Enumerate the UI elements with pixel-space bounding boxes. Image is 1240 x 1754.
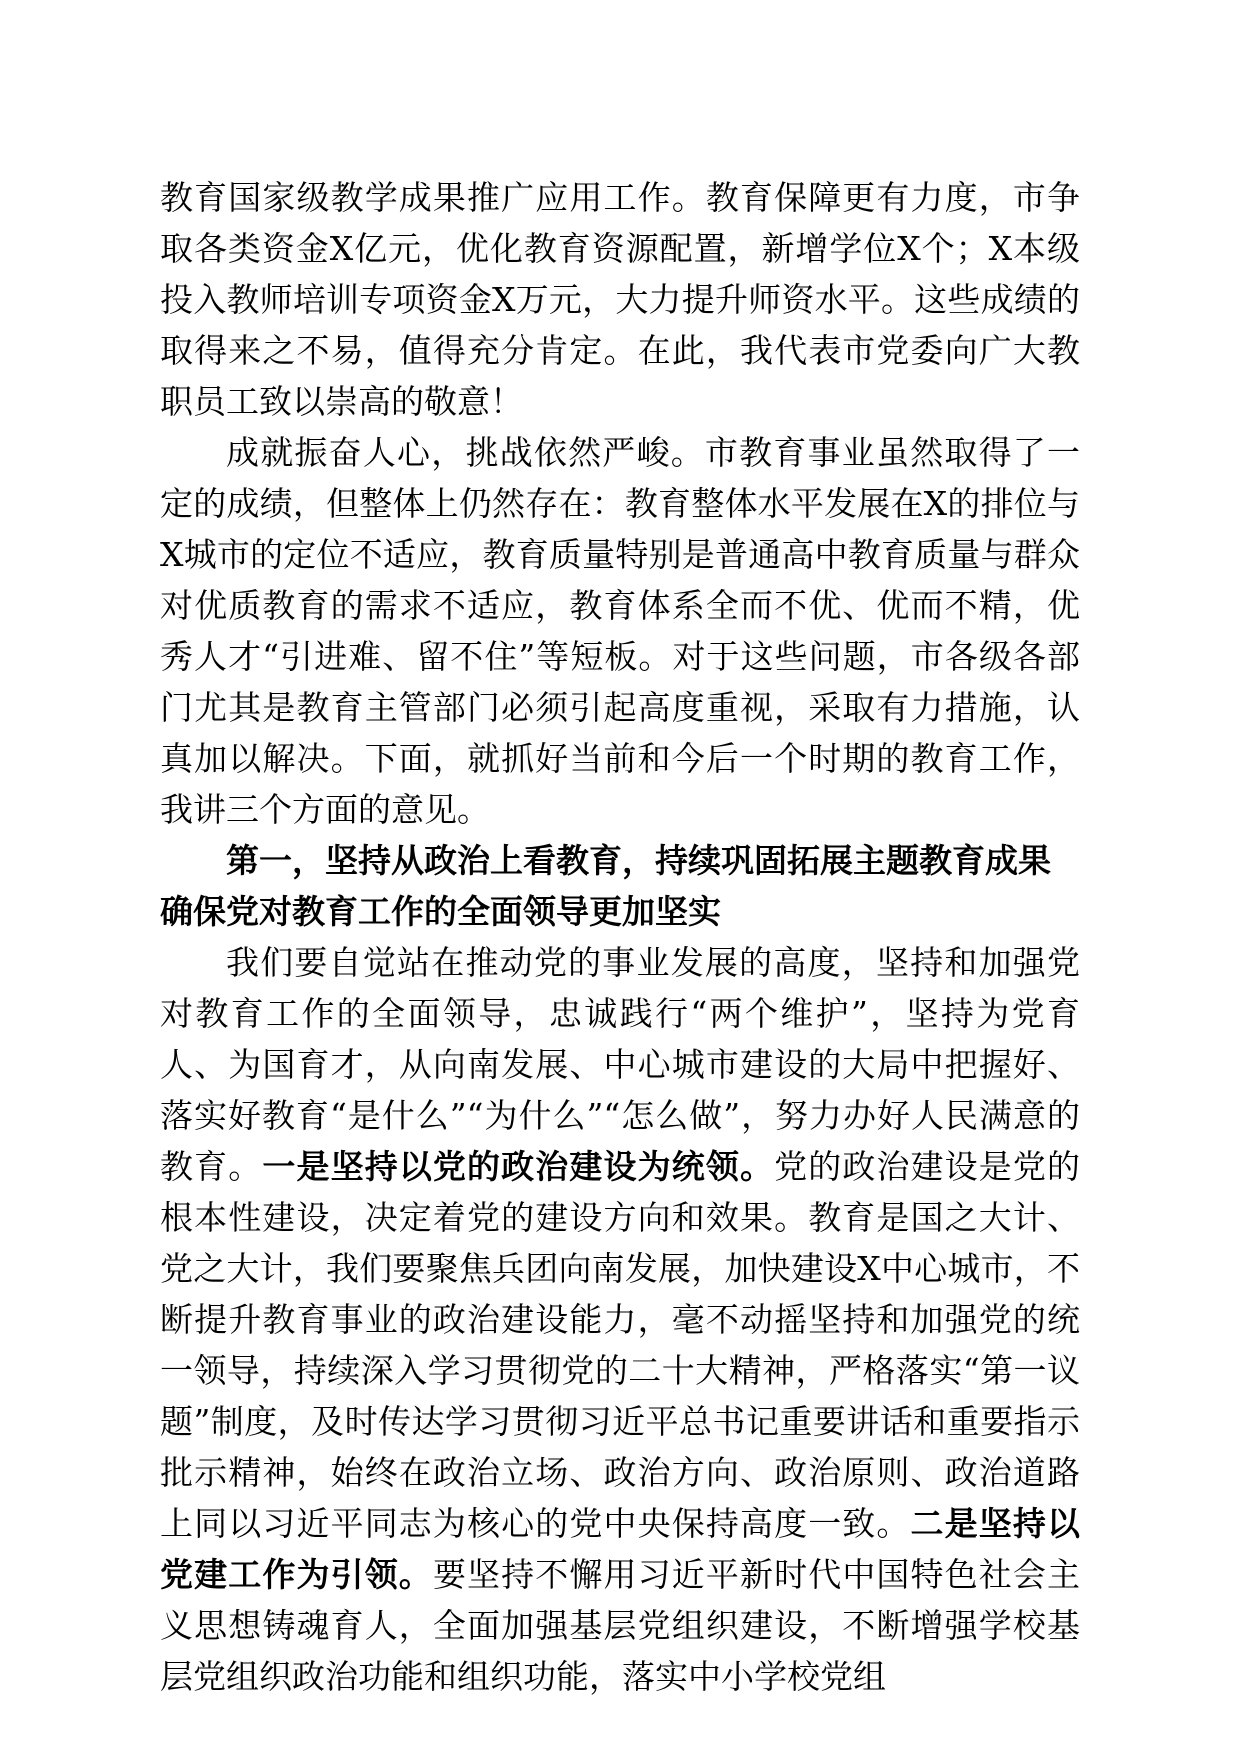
section-heading-first: 第一，坚持从政治上看教育，持续巩固拓展主题教育成果确保党对教育工作的全面领导更加坚实 xyxy=(160,841,1051,931)
point-one-lead: 一是坚持以党的政治建设为统领。 xyxy=(262,1147,775,1186)
document-page xyxy=(160,172,1080,1702)
paragraph-achievements: 教育国家级教学成果推广应用工作。教育保障更有力度，市争取各类资金X亿元，优化教育资源配置，新增学位X个；X本级投入教师培训专项资金X万元，大力提升师资水平。这些成绩的取得来之不易，值得充分肯定。在此，我代表市党委向广大教职员工致以崇高的敬意！ xyxy=(160,178,1080,421)
point-two-text: 要坚持不懈用习近平新时代中国特色社会主义思想铸魂育人，全面加强基层党组织建设，不断增强学校基层党组织政治功能和组织功能，落实中小学校党组 xyxy=(160,1555,1081,1696)
point-one-text: 党的政治建设是党的根本性建设，决定着党的建设方向和效果。教育是国之大计、党之大计，我们要聚焦兵团向南发展，加快建设X中心城市，不断提升教育事业的政治建设能力，毫不动摇坚持和加强党的统一领导，持续深入学习贯彻党的二十大精神，严格落实“第一议题”制度，及时传达学习贯彻习近平总书记重要讲话和重要指示批示精神，始终在政治立场、政治方向、政治原则、政治道路上同以习近平同志为核心的党中央保持高度一致。 xyxy=(160,1147,1081,1543)
paragraph-challenges: 成就振奋人心，挑战依然严峻。市教育事业虽然取得了一定的成绩，但整体上仍然存在：教育整体水平发展在X的排位与X城市的定位不适应，教育质量特别是普通高中教育质量与群众对优质教育的需求不适应，教育体系全而不优、优而不精，优秀人才“引进难、留不住”等短板。对于这些问题，市各级各部门尤其是教育主管部门必须引起高度重视，采取有力措施，认真加以解决。下面，就抓好当前和今后一个时期的教育工作，我讲三个方面的意见。 xyxy=(160,433,1080,829)
paragraph-intro-text: 我们要自觉站在推动党的事业发展的高度，坚持和加强党对教育工作的全面领导，忠诚践行“两个维护”，坚持为党育人、为国育才，从向南发展、中心城市建设的大局中把握好、落实好教育“是什么”“为什么”“怎么做”，努力办好人民满意的教育。 xyxy=(160,943,1080,1186)
paragraph-political-leadership xyxy=(160,937,1080,1702)
point-two-lead: 二是坚持以党建工作为引领。 xyxy=(160,1504,1081,1594)
